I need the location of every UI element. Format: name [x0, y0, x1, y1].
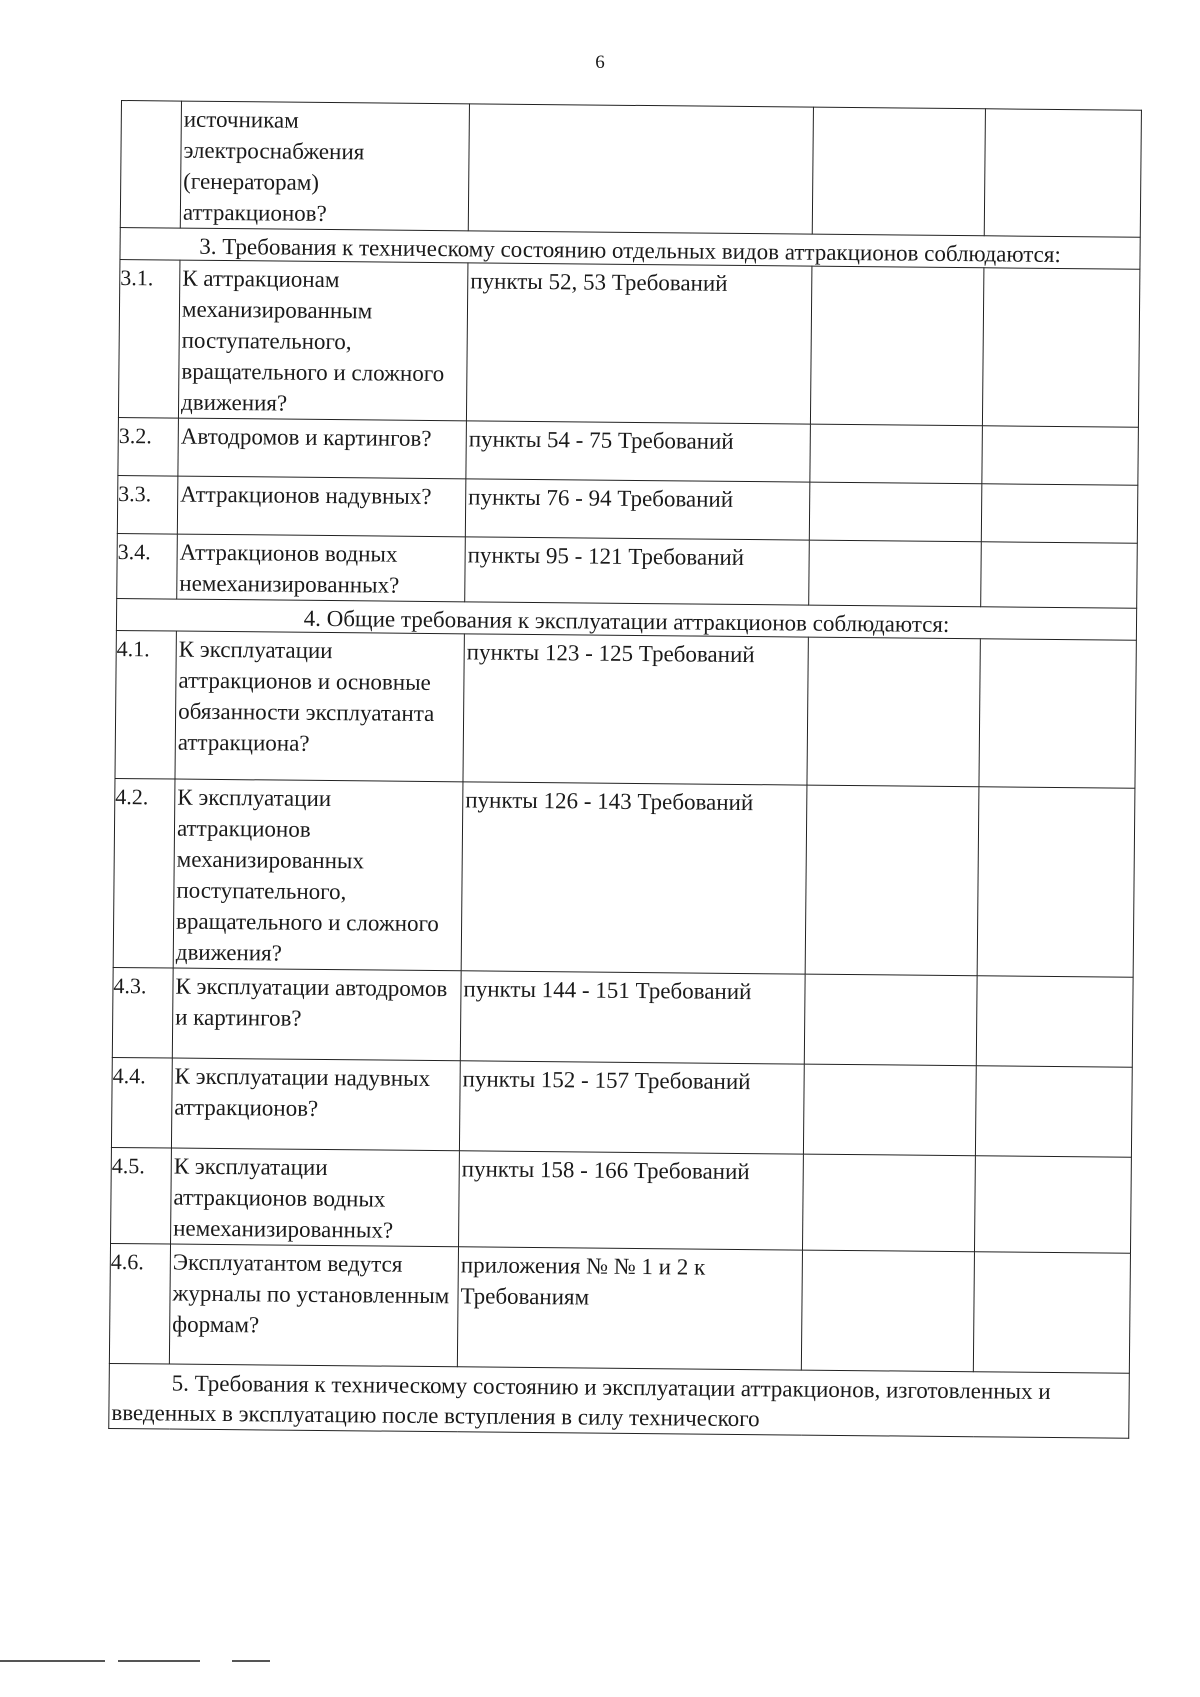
row-number: 3.4.: [117, 533, 178, 599]
reference-cell: пункты 152 - 157 Требований: [459, 1061, 804, 1154]
question-cell: К эксплуатации надувных аттракционов?: [171, 1058, 460, 1151]
question-cell: Автодромов и картингов?: [178, 418, 467, 479]
question-cell: Аттракционов надувных?: [177, 476, 466, 537]
section-heading: 3. Требования к техническому состоянию отдельных видов аттракционов соблюдаются:: [120, 227, 1140, 269]
inspection-checklist-table: [108, 100, 1142, 1439]
table-row: [111, 1147, 1132, 1253]
row-number: 4.1.: [115, 630, 176, 779]
table-row: [118, 259, 1139, 427]
answer-cell: [810, 424, 983, 484]
section-heading: 4. Общие требования к эксплуатации аттракционов соблюдаются:: [116, 598, 1136, 640]
row-number: 3.3.: [117, 475, 178, 534]
reference-cell: пункты 95 - 121 Требований: [465, 537, 810, 605]
reference-cell: пункты 123 - 125 Требований: [463, 634, 808, 785]
note-cell: [976, 976, 1133, 1067]
note-cell: [982, 426, 1139, 485]
answer-cell: [807, 637, 980, 787]
scan-mark: [118, 1660, 200, 1662]
reference-cell: пункты 54 - 75 Требований: [466, 421, 811, 482]
answer-cell: [805, 785, 979, 976]
note-cell: [974, 1156, 1131, 1253]
table-row: [117, 475, 1138, 543]
question-cell: К эксплуатации автодромов и картингов?: [172, 968, 461, 1061]
reference-cell: пункты 52, 53 Требований: [466, 263, 812, 424]
note-cell: [984, 109, 1141, 237]
note-cell: [981, 542, 1138, 608]
answer-cell: [812, 107, 985, 236]
answer-cell: [802, 1154, 975, 1252]
scan-mark: [232, 1660, 270, 1662]
note-cell: [979, 639, 1136, 788]
note-cell: [977, 787, 1135, 977]
answer-cell: [803, 1064, 976, 1156]
row-number: 3.2.: [118, 417, 179, 476]
question-cell: Эксплуатантом ведутся журналы по установленным формам?: [169, 1244, 458, 1367]
reference-cell: пункты 76 - 94 Требований: [465, 479, 810, 540]
note-cell: [975, 1066, 1132, 1157]
table-row: [115, 630, 1136, 788]
table-row: [113, 778, 1135, 977]
answer-cell: [810, 266, 984, 426]
page-number: 6: [595, 52, 605, 73]
section-heading-row: [109, 1363, 1130, 1438]
row-number: 4.3.: [112, 967, 173, 1058]
table-row: [109, 1243, 1130, 1373]
scan-edge-marks: [0, 1660, 300, 1666]
answer-cell: [809, 482, 982, 542]
row-number: 4.6.: [109, 1243, 170, 1364]
reference-cell: пункты 158 - 166 Требований: [459, 1151, 804, 1250]
row-number: 4.4.: [111, 1057, 172, 1148]
reference-cell: приложения № № 1 и 2 к Требованиям: [457, 1247, 802, 1370]
question-cell: К аттракционам механизированным поступательного, вращательного и сложного движения?: [178, 260, 468, 421]
table-row: [111, 1057, 1132, 1157]
note-cell: [981, 484, 1138, 543]
question-cell: источникам электроснабжения (генераторам) аттракционов?: [180, 101, 469, 231]
question-cell: К эксплуатации аттракционов механизированных поступательного, вращательного и сложного движения?: [173, 779, 463, 971]
answer-cell: [809, 540, 982, 607]
row-number-cell: [120, 101, 181, 229]
table-row: [117, 533, 1138, 608]
question-cell: Аттракционов водных немеханизированных?: [177, 534, 466, 602]
reference-cell: пункты 126 - 143 Требований: [461, 782, 807, 974]
table-row: [120, 101, 1141, 238]
question-cell: К эксплуатации аттракционов и основные обязанности эксплуатанта аттракциона?: [175, 631, 464, 782]
note-cell: [973, 1252, 1130, 1373]
reference-cell: [468, 104, 813, 234]
section-heading: 5. Требования к техническому состоянию и эксплуатации аттракционов, изготовленных и введенных в эксплуатацию после вступления в силу технического: [109, 1363, 1130, 1438]
question-cell: К эксплуатации аттракционов водных немеханизированных?: [171, 1148, 460, 1247]
answer-cell: [801, 1250, 974, 1372]
table-row: [118, 417, 1139, 485]
scan-mark: [0, 1660, 105, 1662]
row-number: 4.2.: [113, 778, 175, 968]
table-row: [112, 967, 1133, 1067]
reference-cell: пункты 144 - 151 Требований: [460, 971, 805, 1064]
note-cell: [982, 268, 1140, 427]
row-number: 3.1.: [118, 259, 180, 418]
answer-cell: [804, 974, 977, 1066]
row-number: 4.5.: [111, 1147, 172, 1244]
